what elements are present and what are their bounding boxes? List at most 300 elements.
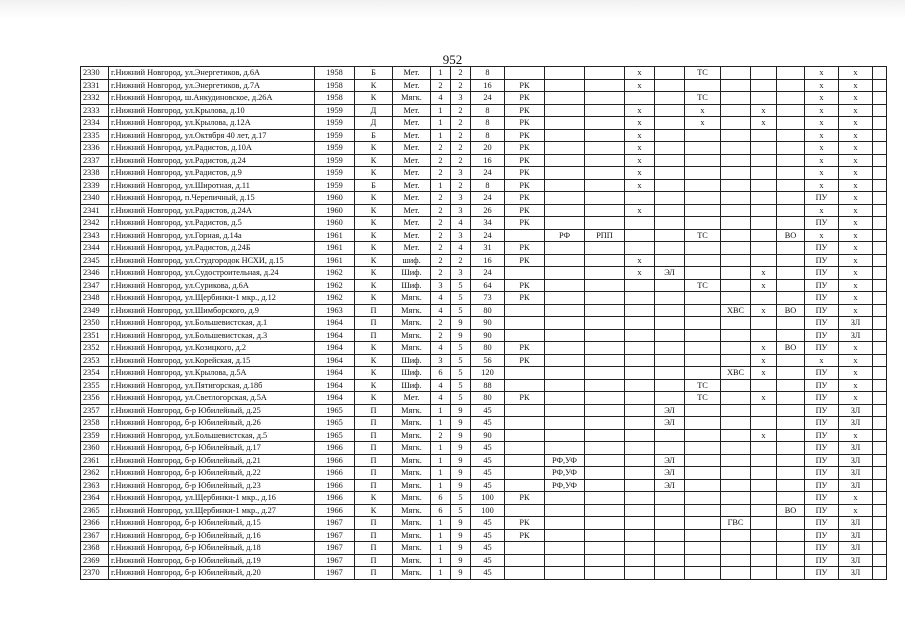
- table-cell: х: [839, 292, 873, 305]
- table-cell: РК: [505, 242, 545, 255]
- table-cell: [585, 154, 625, 167]
- table-cell: х: [751, 367, 777, 380]
- table-row: [81, 454, 887, 467]
- table-cell: х: [805, 67, 839, 80]
- table-cell: х: [805, 104, 839, 117]
- table-cell: х: [625, 129, 655, 142]
- table-cell-empty: [873, 192, 887, 205]
- table-cell: [655, 542, 685, 555]
- table-cell: [777, 167, 805, 180]
- table-cell: [777, 492, 805, 505]
- table-cell: 6: [431, 504, 451, 517]
- table-cell-empty: [873, 342, 887, 355]
- table-cell: 1964: [315, 317, 355, 330]
- table-row: [81, 529, 887, 542]
- table-cell: г.Нижний Новгород, б-р Юбилейный, д.15: [109, 517, 315, 530]
- table-cell: [625, 542, 655, 555]
- table-cell: [505, 554, 545, 567]
- table-cell: [751, 517, 777, 530]
- table-cell: [721, 479, 751, 492]
- table-cell: 120: [471, 367, 505, 380]
- table-cell: х: [685, 117, 721, 130]
- table-cell: [685, 342, 721, 355]
- table-cell: х: [625, 204, 655, 217]
- table-cell: [545, 392, 585, 405]
- table-cell: 1: [431, 567, 451, 580]
- table-cell: [505, 429, 545, 442]
- table-cell: 1: [431, 117, 451, 130]
- table-row: [81, 342, 887, 355]
- table-cell: К: [355, 79, 393, 92]
- table-cell: 2344: [81, 242, 109, 255]
- table-cell: 1966: [315, 454, 355, 467]
- table-cell: 5: [451, 354, 471, 367]
- table-cell: [585, 267, 625, 280]
- table-cell: [545, 154, 585, 167]
- table-cell: [777, 404, 805, 417]
- table-cell: г.Нижний Новгород, ул.Крылова, д.12А: [109, 117, 315, 130]
- table-cell: 2347: [81, 279, 109, 292]
- table-cell: [777, 354, 805, 367]
- table-cell-empty: [873, 329, 887, 342]
- table-cell: 9: [451, 529, 471, 542]
- table-cell: [545, 104, 585, 117]
- table-cell: [777, 279, 805, 292]
- table-cell: [505, 442, 545, 455]
- table-cell: [585, 92, 625, 105]
- table-cell: [685, 192, 721, 205]
- table-cell: ЭЛ: [655, 417, 685, 430]
- table-cell: РК: [505, 167, 545, 180]
- table-cell: 2356: [81, 392, 109, 405]
- table-cell: [585, 417, 625, 430]
- table-cell: 1967: [315, 542, 355, 555]
- table-cell: РК: [505, 529, 545, 542]
- table-cell: [751, 179, 777, 192]
- table-cell: [505, 229, 545, 242]
- table-cell: Мягк.: [393, 292, 431, 305]
- table-cell: 2368: [81, 542, 109, 555]
- table-cell: [777, 454, 805, 467]
- table-cell: [545, 317, 585, 330]
- table-cell: 4: [451, 242, 471, 255]
- table-cell: [721, 404, 751, 417]
- table-cell-empty: [873, 367, 887, 380]
- table-cell: [585, 354, 625, 367]
- table-cell: [545, 567, 585, 580]
- table-cell-empty: [873, 204, 887, 217]
- table-cell: П: [355, 329, 393, 342]
- table-cell: 16: [471, 154, 505, 167]
- table-cell: [655, 192, 685, 205]
- table-cell: ПУ: [805, 392, 839, 405]
- table-cell: РК: [505, 517, 545, 530]
- housing-register-table: [80, 66, 887, 580]
- table-cell: г.Нижний Новгород, ул.Щербинки-1 мкр., д.16: [109, 492, 315, 505]
- table-cell: 9: [451, 467, 471, 480]
- table-cell: 9: [451, 329, 471, 342]
- table-cell: [545, 254, 585, 267]
- table-cell: РК: [505, 292, 545, 305]
- table-cell: [751, 142, 777, 155]
- table-cell-empty: [873, 317, 887, 330]
- table-row: [81, 67, 887, 80]
- table-cell: [655, 567, 685, 580]
- table-cell: [721, 392, 751, 405]
- table-cell: ПУ: [805, 279, 839, 292]
- table-row: [81, 379, 887, 392]
- table-cell: х: [805, 129, 839, 142]
- table-cell: [777, 442, 805, 455]
- table-cell: К: [355, 192, 393, 205]
- table-row: [81, 104, 887, 117]
- table-cell: 1966: [315, 467, 355, 480]
- table-cell: [545, 279, 585, 292]
- table-cell: [721, 267, 751, 280]
- table-cell: 6: [431, 367, 451, 380]
- table-cell: [585, 554, 625, 567]
- table-cell: Мет.: [393, 179, 431, 192]
- table-cell-empty: [873, 67, 887, 80]
- table-cell: 1: [431, 517, 451, 530]
- table-cell: 2: [431, 154, 451, 167]
- table-cell: г.Нижний Новгород, ул.Октября 40 лет, д.17: [109, 129, 315, 142]
- table-cell: РК: [505, 79, 545, 92]
- table-cell: [721, 117, 751, 130]
- table-cell: 9: [451, 517, 471, 530]
- table-cell-empty: [873, 379, 887, 392]
- table-cell: [625, 229, 655, 242]
- table-row: [81, 254, 887, 267]
- table-cell: РК: [505, 492, 545, 505]
- table-cell: [505, 504, 545, 517]
- table-cell: [721, 92, 751, 105]
- table-cell: г.Нижний Новгород, ул.Судостроительная, д.24: [109, 267, 315, 280]
- table-cell: Мягк.: [393, 467, 431, 480]
- table-cell: г.Нижний Новгород, б-р Юбилейный, д.23: [109, 479, 315, 492]
- table-cell: х: [839, 167, 873, 180]
- table-cell: 4: [431, 304, 451, 317]
- table-cell: 2370: [81, 567, 109, 580]
- table-cell: 1964: [315, 354, 355, 367]
- table-cell: К: [355, 354, 393, 367]
- table-cell: [721, 342, 751, 355]
- table-cell: 9: [451, 567, 471, 580]
- table-cell: 9: [451, 429, 471, 442]
- table-cell: [585, 392, 625, 405]
- table-cell: ЭЛ: [655, 267, 685, 280]
- table-cell: Мягк.: [393, 492, 431, 505]
- table-cell: [721, 567, 751, 580]
- table-cell: [721, 492, 751, 505]
- table-cell: Мягк.: [393, 529, 431, 542]
- table-cell: г.Нижний Новгород, ул.Крылова, д.5А: [109, 367, 315, 380]
- table-cell: г.Нижний Новгород, ул.Энергетиков, д.6А: [109, 67, 315, 80]
- table-cell: 1958: [315, 67, 355, 80]
- table-cell: [655, 92, 685, 105]
- table-cell-empty: [873, 417, 887, 430]
- table-cell: [585, 192, 625, 205]
- table-cell: 3: [451, 267, 471, 280]
- table-cell: Мягк.: [393, 479, 431, 492]
- table-cell: г.Нижний Новгород, ул.Энергетиков, д.7А: [109, 79, 315, 92]
- table-cell: 2350: [81, 317, 109, 330]
- table-cell: [545, 267, 585, 280]
- table-cell: П: [355, 529, 393, 542]
- table-cell: х: [751, 392, 777, 405]
- table-cell: 2346: [81, 267, 109, 280]
- table-cell: [777, 479, 805, 492]
- table-cell-empty: [873, 79, 887, 92]
- table-cell: х: [839, 429, 873, 442]
- table-cell: 9: [451, 404, 471, 417]
- table-cell: [751, 204, 777, 217]
- table-cell: К: [355, 492, 393, 505]
- table-cell: х: [751, 117, 777, 130]
- table-cell: г.Нижний Новгород, ул.Радистов, д.5: [109, 217, 315, 230]
- table-cell-empty: [873, 267, 887, 280]
- table-cell: [585, 142, 625, 155]
- table-cell: 2339: [81, 179, 109, 192]
- table-cell: РФ,УФ: [545, 479, 585, 492]
- table-cell: ЗЛ: [839, 417, 873, 430]
- table-cell: Мет.: [393, 217, 431, 230]
- table-cell: [585, 104, 625, 117]
- table-cell: 2335: [81, 129, 109, 142]
- table-cell: [655, 117, 685, 130]
- table-cell: ВО: [777, 342, 805, 355]
- table-cell: 3: [451, 167, 471, 180]
- table-cell: [655, 304, 685, 317]
- table-cell: ПУ: [805, 529, 839, 542]
- table-cell: 1: [431, 454, 451, 467]
- table-cell: РК: [505, 279, 545, 292]
- table-cell: г.Нижний Новгород, б-р Юбилейный, д.17: [109, 442, 315, 455]
- table-cell: [505, 67, 545, 80]
- table-cell: Мягк.: [393, 329, 431, 342]
- table-cell: [585, 217, 625, 230]
- table-cell: [625, 379, 655, 392]
- table-cell: [585, 404, 625, 417]
- table-cell: 2337: [81, 154, 109, 167]
- table-cell: [655, 354, 685, 367]
- table-cell: [751, 529, 777, 542]
- table-cell: [721, 442, 751, 455]
- table-cell: г.Нижний Новгород, б-р Юбилейный, д.20: [109, 567, 315, 580]
- table-cell: [685, 129, 721, 142]
- table-cell: [751, 254, 777, 267]
- table-cell: 1966: [315, 479, 355, 492]
- table-cell: [751, 217, 777, 230]
- table-cell: К: [355, 167, 393, 180]
- table-cell: [655, 217, 685, 230]
- table-cell: 2: [431, 204, 451, 217]
- table-cell: [685, 367, 721, 380]
- table-cell: [625, 517, 655, 530]
- table-cell: х: [625, 179, 655, 192]
- table-row: [81, 129, 887, 142]
- table-cell: [721, 554, 751, 567]
- table-row: [81, 167, 887, 180]
- table-cell: [655, 129, 685, 142]
- table-cell: [685, 167, 721, 180]
- table-cell: х: [839, 229, 873, 242]
- table-cell: ПУ: [805, 542, 839, 555]
- table-cell: 1: [431, 529, 451, 542]
- table-cell: 1: [431, 467, 451, 480]
- table-cell: [751, 467, 777, 480]
- table-cell: [751, 554, 777, 567]
- table-cell: х: [625, 142, 655, 155]
- table-cell: ГВС: [721, 517, 751, 530]
- table-cell: ЗЛ: [839, 404, 873, 417]
- table-cell: г.Нижний Новгород, ул.Светлогорская, д.5А: [109, 392, 315, 405]
- table-cell: 3: [451, 229, 471, 242]
- table-cell: 8: [471, 67, 505, 80]
- table-cell: х: [839, 279, 873, 292]
- table-cell: 100: [471, 492, 505, 505]
- table-cell: [585, 79, 625, 92]
- table-cell: г.Нижний Новгород, ул.Широтная, д.11: [109, 179, 315, 192]
- table-cell-empty: [873, 104, 887, 117]
- table-cell: 5: [451, 367, 471, 380]
- table-cell: х: [805, 204, 839, 217]
- table-cell: [545, 129, 585, 142]
- table-cell: г.Нижний Новгород, ул.Радистов, д.24: [109, 154, 315, 167]
- table-cell: РК: [505, 179, 545, 192]
- table-cell: [505, 467, 545, 480]
- page-number: 952: [442, 52, 463, 67]
- table-cell: ПУ: [805, 379, 839, 392]
- table-cell: 2369: [81, 554, 109, 567]
- table-cell: РФ,УФ: [545, 454, 585, 467]
- table-cell: Мягк.: [393, 304, 431, 317]
- table-cell: Мягк.: [393, 454, 431, 467]
- table-cell: 1959: [315, 167, 355, 180]
- table-cell: [545, 529, 585, 542]
- table-cell: [585, 179, 625, 192]
- table-cell: [545, 367, 585, 380]
- table-cell: 1: [431, 554, 451, 567]
- table-cell: 5: [451, 492, 471, 505]
- table-cell: 1960: [315, 204, 355, 217]
- table-cell: [655, 104, 685, 117]
- table-cell: РК: [505, 92, 545, 105]
- table-cell: г.Нижний Новгород, ул.Радистов, д.10А: [109, 142, 315, 155]
- table-row: [81, 417, 887, 430]
- table-cell: П: [355, 554, 393, 567]
- table-cell: х: [805, 142, 839, 155]
- table-cell: Шиф.: [393, 367, 431, 380]
- table-cell: ЗЛ: [839, 517, 873, 530]
- table-cell: [721, 379, 751, 392]
- table-cell: х: [751, 429, 777, 442]
- table-cell: х: [751, 104, 777, 117]
- table-cell: [777, 554, 805, 567]
- table-cell: 1: [431, 129, 451, 142]
- table-cell: г.Нижний Новгород, ул.Корейская, д.15: [109, 354, 315, 367]
- table-cell: ВО: [777, 229, 805, 242]
- table-cell: х: [839, 242, 873, 255]
- table-cell: [721, 417, 751, 430]
- table-cell: х: [839, 192, 873, 205]
- table-cell: [721, 129, 751, 142]
- table-cell: х: [625, 117, 655, 130]
- table-cell: ЭЛ: [655, 479, 685, 492]
- table-cell: [721, 454, 751, 467]
- table-cell: х: [839, 267, 873, 280]
- table-cell: ЭЛ: [655, 467, 685, 480]
- table-cell: 1965: [315, 429, 355, 442]
- table-cell: 1964: [315, 392, 355, 405]
- table-cell: [655, 154, 685, 167]
- table-cell: [505, 404, 545, 417]
- table-cell-empty: [873, 129, 887, 142]
- table-cell: ПУ: [805, 292, 839, 305]
- table-cell: 1: [431, 179, 451, 192]
- table-cell-empty: [873, 179, 887, 192]
- table-cell: Б: [355, 179, 393, 192]
- table-cell: [777, 517, 805, 530]
- table-cell: 2: [451, 154, 471, 167]
- table-cell: х: [625, 154, 655, 167]
- table-cell: [685, 329, 721, 342]
- table-cell: [721, 154, 751, 167]
- table-cell: [585, 279, 625, 292]
- table-cell: Мягк.: [393, 567, 431, 580]
- table-cell: [625, 354, 655, 367]
- table-cell: х: [751, 304, 777, 317]
- table-cell: 1958: [315, 79, 355, 92]
- table-cell: Мет.: [393, 154, 431, 167]
- table-cell: Б: [355, 129, 393, 142]
- table-cell: 2: [451, 179, 471, 192]
- table-row: [81, 279, 887, 292]
- table-cell: х: [751, 354, 777, 367]
- table-cell: [585, 317, 625, 330]
- table-cell: [545, 379, 585, 392]
- table-cell: х: [839, 79, 873, 92]
- table-cell: ХВС: [721, 367, 751, 380]
- table-cell: Мет.: [393, 79, 431, 92]
- table-row: [81, 567, 887, 580]
- table-cell: [545, 442, 585, 455]
- table-cell: 100: [471, 504, 505, 517]
- table-cell: 5: [451, 342, 471, 355]
- table-cell: 2340: [81, 192, 109, 205]
- table-cell: Мягк.: [393, 342, 431, 355]
- table-cell: х: [839, 204, 873, 217]
- table-cell: г.Нижний Новгород, ул.Студгородок НСХИ, д.15: [109, 254, 315, 267]
- table-cell: [505, 567, 545, 580]
- table-cell: 2: [451, 254, 471, 267]
- table-cell: [685, 429, 721, 442]
- table-row: [81, 192, 887, 205]
- table-cell: [685, 417, 721, 430]
- table-cell-empty: [873, 442, 887, 455]
- table-cell: [721, 179, 751, 192]
- table-cell: 8: [471, 129, 505, 142]
- table-cell: Мягк.: [393, 92, 431, 105]
- table-cell: [721, 354, 751, 367]
- table-cell: [777, 367, 805, 380]
- table-cell: [751, 454, 777, 467]
- table-cell: ПУ: [805, 567, 839, 580]
- table-cell: ЗЛ: [839, 542, 873, 555]
- table-cell: г.Нижний Новгород, б-р Юбилейный, д.18: [109, 542, 315, 555]
- table-cell: [625, 529, 655, 542]
- table-cell: [585, 204, 625, 217]
